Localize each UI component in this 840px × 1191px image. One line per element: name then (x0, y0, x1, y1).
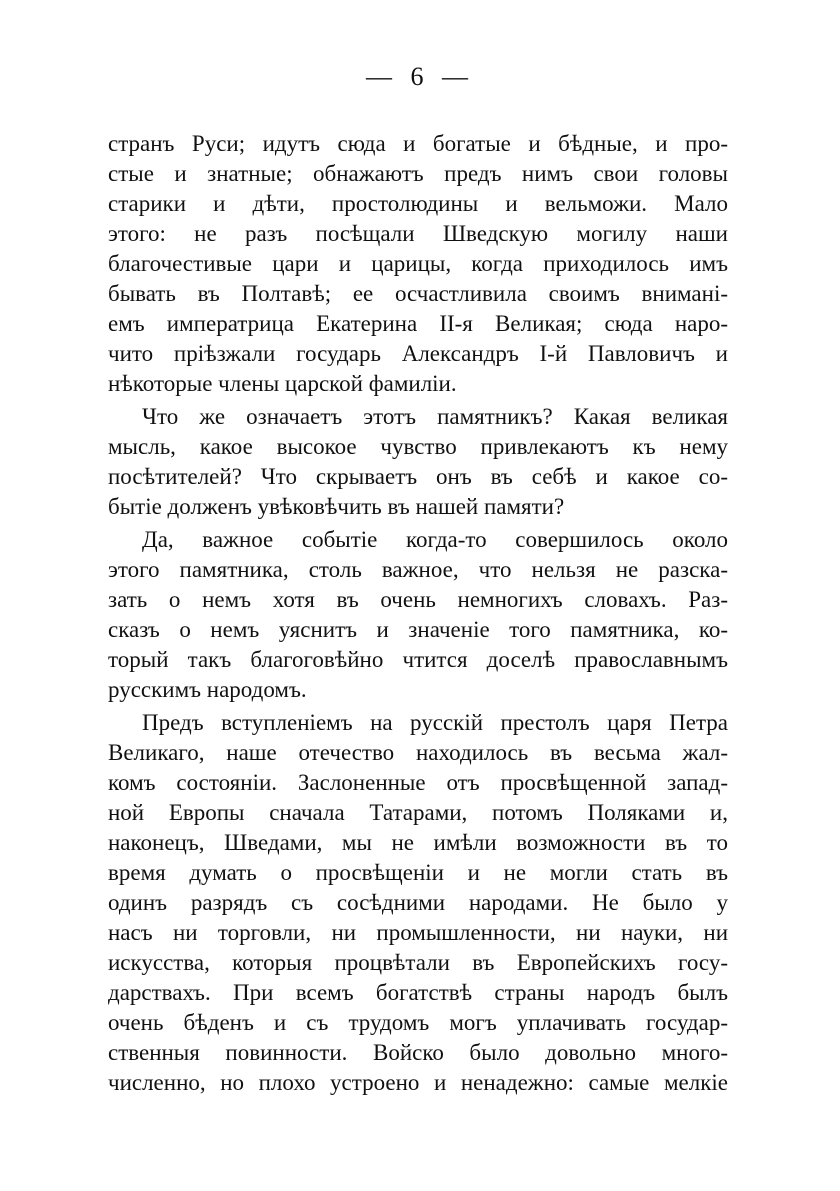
text-line: дарствахъ. При всемъ богатствѣ страны народъ былъ (108, 980, 728, 1005)
text-line: наконецъ, Шведами, мы не имѣли возможности въ то (108, 830, 728, 855)
text-line: торый такъ благоговѣйно чтится доселѣ православнымъ (108, 647, 728, 672)
text-line: нѣкоторые члены царской фамилiи. (108, 371, 457, 396)
text-line: мысль, какое высокое чувство привлекаютъ къ нему (108, 434, 728, 459)
text-line: ной Европы сначала Татарами, потомъ Поляками и, (108, 800, 728, 825)
text-line: посѣтителей? Что скрываетъ онъ въ себѣ и какое со- (108, 464, 728, 489)
text-line: странъ Руси; идутъ сюда и богатые и бѣдные, и про- (108, 131, 728, 156)
text-line: емъ императрица Екатерина II-я Великая; сюда наро- (108, 311, 728, 336)
page-number: — 6 — (366, 62, 474, 91)
paragraph (108, 708, 728, 1098)
text-line: стые и знатные; обнажаютъ предъ нимъ свои головы (108, 161, 728, 186)
text-line: Великаго, наше отечество находилось въ весьма жал- (108, 740, 728, 765)
text-line: Да, важное событiе когда-то совершилось около (142, 527, 728, 552)
text-line: время думать о просвѣщенiи и не могли стать въ (108, 860, 728, 885)
text-line: искусства, которыя процвѣтали въ Европейскихъ госу- (108, 950, 728, 975)
text-line: Что же означаетъ этотъ памятникъ? Какая великая (142, 404, 728, 429)
text-line: зать о немъ хотя въ очень немногихъ словахъ. Раз- (108, 587, 728, 612)
text-line: бывать въ Полтавѣ; ее осчастливила своимъ вниманi- (108, 281, 728, 306)
text-line: чито прiѣзжали государь Александръ I-й Павловичъ и (108, 341, 728, 366)
paragraph (108, 525, 728, 705)
text-line: русскимъ народомъ. (108, 677, 307, 702)
text-line: этого: не разъ посѣщали Шведскую могилу наши (108, 221, 728, 246)
text-line: старики и дѣти, простолюдины и вельможи. Мало (108, 191, 728, 216)
text-line: очень бѣденъ и съ трудомъ могъ уплачивать государ- (108, 1010, 728, 1035)
text-line: сказъ о немъ уяснитъ и значенiе того памятника, ко- (108, 617, 728, 642)
text-line: одинъ разрядъ съ сосѣдними народами. Не было у (108, 890, 728, 915)
text-line: благочестивые цари и царицы, когда приходилось имъ (108, 251, 728, 276)
text-line: комъ состоянiи. Заслоненные отъ просвѣщенной запад- (108, 770, 728, 795)
paragraph (108, 402, 728, 522)
text-line: насъ ни торговли, ни промышленности, ни науки, ни (108, 920, 728, 945)
text-line: ственныя повинности. Войско было довольно много- (108, 1040, 728, 1065)
body-text (108, 126, 728, 1098)
text-line: этого памятника, столь важное, что нельзя не разска- (108, 557, 728, 582)
text-line: численно, но плохо устроено и ненадежно: самые мелкiе (108, 1070, 728, 1095)
paragraph (108, 129, 728, 399)
text-line: Предъ вступленiемъ на русскiй престолъ царя Петра (142, 710, 728, 735)
text-line: бытiе долженъ увѣковѣчить въ нашей памяти? (108, 494, 565, 519)
